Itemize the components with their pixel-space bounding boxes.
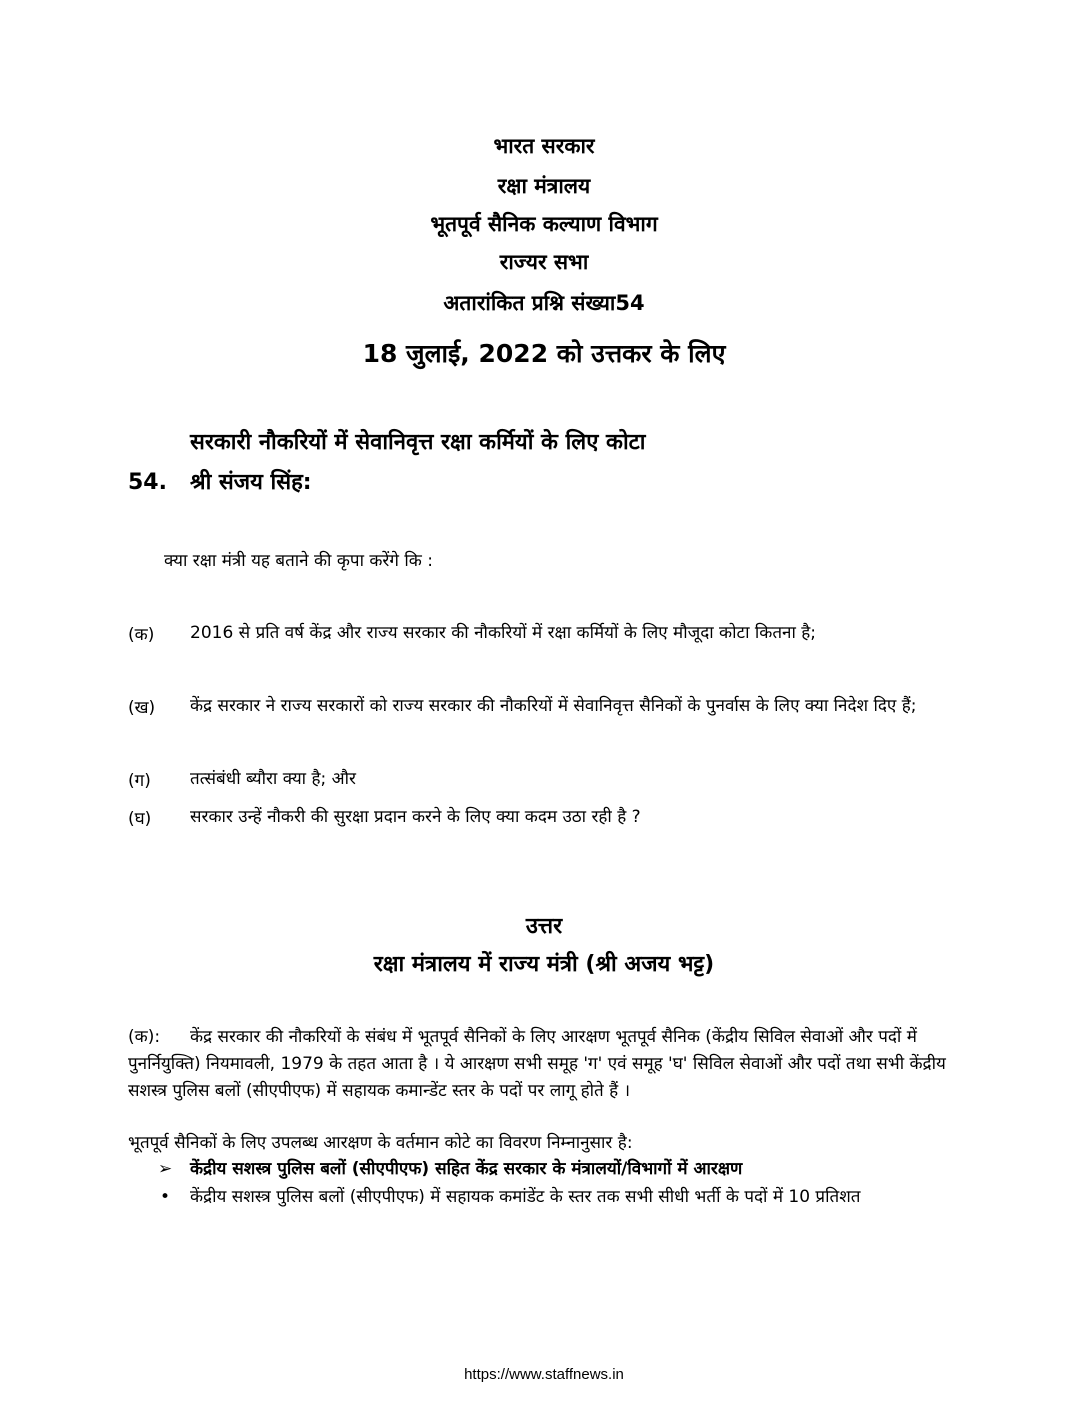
question-number: 54. [128,470,167,495]
question-item-text: सरकार उन्हें नौकरी की सुरक्षा प्रदान करने के लिए क्या कदम उठा रही है ? [190,807,641,827]
question-member: श्री संजय सिंह: [190,470,312,495]
answer-paragraph: केंद्र सरकार की नौकरियों के संबंध में भूतपूर्व सैनिकों के लिए आरक्षण भूतपूर्व सैनिक (केंद्रीय सिविल सेवाओं और पदों में पुनर्नियुक्ति) नियमावली, 1979 के तहत आता है । ये आरक्षण सभी समूह 'ग' एवं समूह 'घ' सिविल सेवाओं और पदों तथा सभी केंद्रीय सशस्त्र पुलिस बलों (सीएपीएफ) में सहायक कमान्डेंट स्तर के पदों पर लागू होते हैं । [128,1027,946,1101]
question-item-text: केंद्र सरकार ने राज्य सरकारों को राज्य सरकार की नौकरियों में सेवानिवृत्त सैनिकों के पुनर्वास के लिए क्या निदेश दिए हैं; [190,696,917,716]
question-item-text: तत्संबंधी ब्यौरा क्या है; और [190,769,356,789]
question-item-label: (घ) [128,809,152,829]
answer-heading: उत्तर [525,914,563,939]
answer-bullet-item: केंद्रीय सशस्त्र पुलिस बलों (सीएपीएफ) में सहायक कमांडेंट के स्तर तक सभी सीधी भर्ती के पदों में 10 प्रतिशत [190,1187,861,1207]
header-department: भूतपूर्व सैनिक कल्याण विभाग [430,212,658,236]
question-item-label: (ग) [128,771,151,791]
question-item-label: (ख) [128,698,156,718]
answer-para-label: (क): [128,1027,161,1047]
header-answer-date: 18 जुलाई, 2022 को उत्तकर के लिए [362,339,726,368]
question-intro: क्या रक्षा मंत्री यह बताने की कृपा करेंगे कि : [164,551,433,571]
header-house: राज्यर सभा [499,250,589,274]
bullet-icon: • [160,1187,171,1207]
header-ministry: रक्षा मंत्रालय [497,174,591,198]
header-govt: भारत सरकार [493,134,595,158]
answer-minister: रक्षा मंत्रालय में राज्य मंत्री (श्री अजय भट्ट) [373,952,715,977]
header-question-number: अतारांकित प्रश्नि संख्या54 [443,291,645,315]
arrow-bullet-icon: ➢ [158,1159,173,1179]
answer-arrow-item: केंद्रीय सशस्त्र पुलिस बलों (सीएपीएफ) सहित केंद्र सरकार के मंत्रालयों/विभागों में आरक्षण [190,1159,743,1179]
footer-url[interactable]: https://www.staffnews.in [464,1366,624,1383]
question-title: सरकारी नौकरियों में सेवानिवृत्त रक्षा कर्मियों के लिए कोटा [190,430,646,455]
question-item-label: (क) [128,625,155,645]
answer-details-intro: भूतपूर्व सैनिकों के लिए उपलब्ध आरक्षण के वर्तमान कोटे का विवरण निम्नानुसार है: [128,1133,633,1153]
question-item-text: 2016 से प्रति वर्ष केंद्र और राज्य सरकार की नौकरियों में रक्षा कर्मियों के लिए मौजूदा कोटा कितना है; [190,623,817,643]
